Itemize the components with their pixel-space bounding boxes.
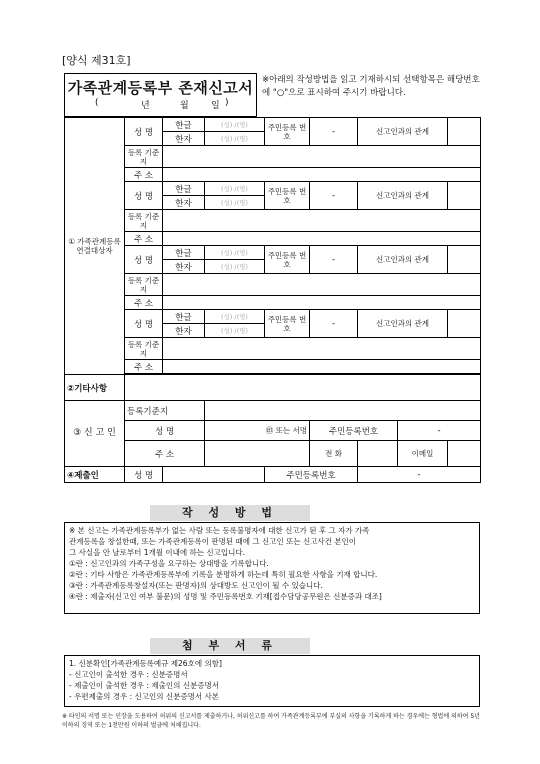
person3-relation-field[interactable] [448, 246, 481, 274]
attachment-line: - 신고인이 출석한 경우 : 신분증명서 [69, 670, 188, 679]
form-number-tag: [양식 제31호] [62, 54, 131, 67]
guide-line: 관계등록을 창설한때, 또는 가족관계등록이 판명된 때에 그 신고인 또는 신고사건 본인이 [69, 537, 357, 546]
person4-regbase-field[interactable] [163, 338, 481, 360]
date-month-label: 월 [180, 101, 189, 111]
reporter-phone-field[interactable] [358, 441, 398, 467]
person4-rrn-field[interactable] [310, 310, 358, 338]
person2-hangul-field[interactable] [205, 182, 265, 196]
person3-name-label: 성 명 [125, 246, 163, 274]
person3-address-label: 주 소 [125, 296, 163, 310]
reporter-rrn-label: 주민등록번호 [310, 421, 398, 441]
person1-rrn-field[interactable] [310, 118, 358, 146]
person1-relation-label: 신고인과의 관계 [358, 118, 448, 146]
form-title: 가족관계등록부 존재신고서 [67, 79, 254, 97]
submitter-rrn-label: 주민등록번호 [265, 467, 358, 483]
person2-relation-field[interactable] [448, 182, 481, 210]
date-open-paren: ( [95, 98, 99, 108]
submitter-name-label: 성 명 [125, 467, 163, 483]
title-box [64, 73, 257, 117]
reporter-address-label: 주 소 [125, 441, 205, 467]
guide-line: ②란 : 기타 사항은 가족관계등록부에 기록을 분명하게 하는데 특히 필요한 사항을 기재 합니다. [69, 570, 378, 579]
person4-relation-label: 신고인과의 관계 [358, 310, 448, 338]
surname-hint: (성) /(명) [221, 184, 248, 193]
section4-label: ④제출인 [65, 467, 125, 483]
guide-line: ③란 : 가족관계등록창설자(또는 판명자)의 상대방도 신고인이 될 수 있습니다. [69, 581, 323, 590]
reporter-regbase-field[interactable] [205, 401, 481, 421]
person2-hangul-label: 한글 [163, 182, 205, 196]
person4-hanja-label: 한자 [163, 324, 205, 338]
person1-relation-field[interactable] [448, 118, 481, 146]
person3-hanja-field[interactable] [205, 260, 265, 274]
instruction-note: ※아래의 작성방법을 읽고 기재하시되 선택항목은 해당번호에 "○"으로 표시하여 주시기 바랍니다. [262, 75, 480, 98]
person4-hangul-field[interactable] [205, 310, 265, 324]
person1-hanja-label: 한자 [163, 132, 205, 146]
reporter-phone-label: 전 화 [310, 441, 358, 467]
attachments-box [64, 655, 480, 707]
person4-name-label: 성 명 [125, 310, 163, 338]
person1-hanja-field[interactable] [205, 132, 265, 146]
person3-hanja-label: 한자 [163, 260, 205, 274]
attachment-line: - 제출인이 출석한 경우 : 제출인의 신분증명서 [69, 681, 219, 690]
surname-hint: (성) /(명) [221, 312, 248, 321]
section3-label: ③ 신 고 인 [65, 401, 125, 467]
reporter-rrn-field[interactable] [398, 421, 481, 441]
person4-hangul-label: 한글 [163, 310, 205, 324]
person1-address-label: 주 소 [125, 168, 163, 182]
section2-label: ②기타사항 [65, 375, 125, 401]
rrn-dash: - [331, 318, 336, 329]
surname-hint: (성) /(명) [221, 262, 248, 271]
person4-relation-field[interactable] [448, 310, 481, 338]
rrn-dash: - [331, 254, 336, 265]
main-form-table [64, 117, 481, 483]
submitter-name-field[interactable] [163, 467, 265, 483]
legal-warning-footer: ※ 타인의 서명 또는 인장을 도용하여 허위의 신고서를 제출하거나, 허위신고를 하여 가족관계등록부에 부실의 사항을 기록하게 하는 경우에는 형법에 의하여 5년 이하의 징역 또는 1천만원 이하의 벌금에 처해집니다. [62, 713, 480, 729]
person3-hangul-label: 한글 [163, 246, 205, 260]
reporter-seal-field[interactable] [205, 421, 310, 441]
attachment-line: 1. 신분확인[가족관계등록예규 제26호에 의함] [69, 659, 222, 668]
person2-regbase-label: 등록 기준지 [125, 210, 163, 232]
guide-line: 그 사실을 안 날로부터 1개월 이내에 하는 신고입니다. [69, 548, 245, 557]
guide-line: ①란 : 신고인과의 가족구성을 요구하는 상대방을 기록합니다. [69, 559, 269, 568]
reporter-address-field[interactable] [205, 441, 310, 467]
person3-relation-label: 신고인과의 관계 [358, 246, 448, 274]
section1-label: ① 가족관계등록 연결대상자 [65, 118, 125, 375]
person1-regbase-label: 등록 기준지 [125, 146, 163, 168]
date-close-paren: ) [225, 98, 229, 108]
person2-rrn-label: 주민등록 번 호 [265, 182, 310, 210]
surname-hint: (성) /(명) [221, 120, 248, 129]
guide-heading: 작 성 방 법 [150, 505, 310, 521]
person1-regbase-field[interactable] [163, 146, 481, 168]
surname-hint: (성) /(명) [221, 134, 248, 143]
person2-address-label: 주 소 [125, 232, 163, 246]
person1-name-label: 성 명 [125, 118, 163, 146]
person2-regbase-field[interactable] [163, 210, 481, 232]
surname-hint: (성) /(명) [221, 248, 248, 257]
person2-rrn-field[interactable] [310, 182, 358, 210]
date-day-label: 일 [211, 101, 220, 111]
person3-rrn-field[interactable] [310, 246, 358, 274]
person1-rrn-label: 주민등록 번 호 [265, 118, 310, 146]
submitter-rrn-field[interactable] [358, 467, 481, 483]
guide-line: ※ 본 신고는 가족관계등록부가 없는 사람 또는 등록불명자에 대한 신고가 된 후 그 자가 가족 [69, 526, 370, 535]
person4-rrn-label: 주민등록 번 호 [265, 310, 310, 338]
reporter-name-label: 성 명 [125, 421, 205, 441]
attachments-heading: 첨 부 서 류 [150, 638, 310, 654]
guide-line: ④란 : 제출자(신고인 여부 불문)의 성명 및 주민등록번호 기재[접수담당공무원은 신분증과 대조] [69, 592, 382, 601]
person3-regbase-label: 등록 기준지 [125, 274, 163, 296]
person2-relation-label: 신고인과의 관계 [358, 182, 448, 210]
person3-rrn-label: 주민등록 번 호 [265, 246, 310, 274]
person3-address-field[interactable] [163, 296, 481, 310]
reporter-email-label: 이메일 [398, 441, 448, 467]
surname-hint: (성) /(명) [221, 198, 248, 207]
person4-hanja-field[interactable] [205, 324, 265, 338]
reporter-regbase-label: 등록기준지 [125, 401, 205, 421]
person2-address-field[interactable] [163, 232, 481, 246]
other-matters-field[interactable] [125, 375, 481, 401]
date-year-label: 년 [141, 101, 150, 111]
person3-regbase-field[interactable] [163, 274, 481, 296]
guide-box [64, 522, 480, 614]
person4-regbase-label: 등록 기준지 [125, 338, 163, 360]
reporter-email-field[interactable] [448, 441, 481, 467]
surname-hint: (성) /(명) [221, 326, 248, 335]
rrn-dash: - [417, 469, 421, 480]
person4-address-field[interactable] [163, 360, 481, 374]
rrn-dash: - [331, 126, 336, 137]
person3-hangul-field[interactable] [205, 246, 265, 260]
rrn-dash: - [437, 425, 441, 436]
person2-hanja-label: 한자 [163, 196, 205, 210]
person1-hangul-field[interactable] [205, 118, 265, 132]
rrn-dash: - [331, 190, 336, 201]
person1-address-field[interactable] [163, 168, 481, 182]
person4-address-label: 주 소 [125, 360, 163, 374]
person2-hanja-field[interactable] [205, 196, 265, 210]
attachment-line: - 우편제출의 경우 : 신고인의 신분증명서 사본 [69, 692, 219, 701]
seal-or-sign-label: ㊞ 또는 서명 [265, 426, 307, 435]
person1-hangul-label: 한글 [163, 118, 205, 132]
person2-name-label: 성 명 [125, 182, 163, 210]
